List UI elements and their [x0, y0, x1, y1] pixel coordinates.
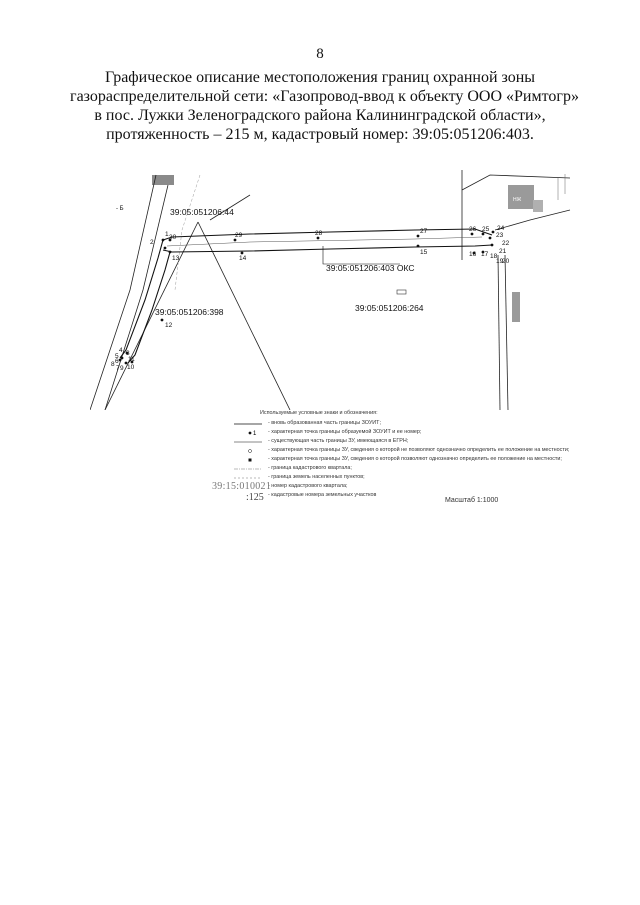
- legend-text: - характерная точка границы ЗУ, сведения о которой не позволяют однозначно определить ее положение на местности;: [268, 447, 570, 453]
- point-number: 11: [128, 356, 135, 363]
- point-number: 21: [499, 248, 507, 255]
- parcel-boundary: [495, 210, 570, 230]
- legend-text: - существующая часть границы ЗУ, имеющаяся в ЕГРН;: [268, 438, 409, 444]
- legend-row: [230, 420, 560, 428]
- quarter-boundary: [175, 175, 200, 290]
- point-number: 29: [235, 232, 243, 239]
- map-svg: [90, 170, 580, 410]
- building-mark: НЖ: [513, 197, 522, 203]
- legend-row: [230, 456, 560, 464]
- legend-symbol: [234, 447, 264, 455]
- legend-text: - характерная точка границы образуемой ЗОУИТ и ее номер;: [268, 429, 422, 435]
- legend-text: - характерная точка границы ЗУ, сведения о которой позволяют однозначно определить ее положение на местности;: [268, 456, 562, 462]
- point-number: 4: [119, 347, 123, 354]
- point-number: 5: [115, 353, 119, 360]
- parcel-boundary: [498, 255, 500, 410]
- point-number: 8: [111, 361, 115, 368]
- document-title: [70, 68, 579, 144]
- parcel-marker: [397, 290, 406, 294]
- legend-text: - граница земель населенных пунктов;: [268, 474, 365, 480]
- legend-parcel-sample: :125: [246, 492, 264, 503]
- point-number: 17: [481, 251, 489, 258]
- legend-text: - граница кадастрового квартала;: [268, 465, 352, 471]
- parcel-label-398: 39:05:051206:398: [155, 307, 224, 317]
- point-number-labels: [111, 225, 510, 372]
- point-number: 26: [469, 226, 477, 233]
- point-number: 20: [502, 258, 510, 265]
- legend-symbol: [234, 438, 264, 446]
- zone-boundary: [120, 240, 163, 358]
- point-number: 30: [169, 234, 177, 241]
- parcel-label-403: 39:05:051206:403 ОКС: [326, 263, 415, 273]
- point-number: 23: [496, 232, 504, 239]
- legend-symbol: [234, 420, 264, 428]
- point-number: 10: [127, 364, 135, 371]
- title-line-1: Графическое описание местоположения границ охранной зоны: [104, 69, 536, 86]
- legend-row: [230, 447, 570, 455]
- point-number: 12: [165, 322, 173, 329]
- point-number: 1: [165, 231, 169, 238]
- legend-text: - вновь образованная часть границы ЗОУИТ;: [268, 420, 381, 426]
- map-scale: Масштаб 1:1000: [445, 497, 499, 504]
- point-number: 3: [126, 350, 130, 357]
- title-line-3: в пос. Лужки Зеленоградского района Калининградской области»,: [94, 107, 546, 124]
- legend-header: Используемые условные знаки и обозначения:: [260, 410, 378, 416]
- point-number: 15: [420, 249, 428, 256]
- legend-text: - кадастровые номера земельных участков: [268, 492, 377, 498]
- legend-row: [230, 483, 560, 491]
- map-mark: - Б: [116, 206, 124, 212]
- point-number: 28: [315, 230, 323, 237]
- title-line-4: протяженность – 215 м, кадастровый номер: 39:05:051206:403.: [106, 126, 534, 143]
- legend-row: [230, 438, 560, 446]
- legend-row: [230, 492, 560, 500]
- parcel-boundary: [505, 255, 508, 410]
- legend-point-number: 1: [253, 431, 257, 437]
- legend-symbol: [234, 465, 264, 473]
- legend-row: [230, 429, 560, 437]
- legend-symbol: [234, 429, 264, 437]
- point-number: 19: [496, 258, 504, 265]
- legend-symbol: [234, 456, 264, 464]
- point-number: 18: [490, 253, 498, 260]
- point-number: 25: [482, 226, 490, 233]
- zone-boundary: [163, 245, 492, 252]
- legend-row: [230, 465, 560, 473]
- parcel-boundary: [105, 185, 168, 410]
- building-block: [512, 292, 520, 322]
- point-number: 2: [150, 239, 154, 246]
- point-number: 16: [469, 251, 477, 258]
- cadastral-map: [90, 170, 580, 410]
- parcel-label-44: 39:05:051206:44: [170, 207, 234, 217]
- point-number: 7: [116, 365, 120, 372]
- building-block: [533, 200, 543, 212]
- point-number: 6: [115, 358, 119, 365]
- point-number: 14: [239, 255, 247, 262]
- page-number: 8: [316, 46, 324, 62]
- legend-row: [230, 474, 560, 482]
- point-number: 13: [172, 255, 180, 262]
- point-number: 22: [502, 240, 510, 247]
- point-number: 27: [420, 228, 428, 235]
- point-number: 24: [497, 225, 505, 232]
- legend-quarter-sample: 39:15:010021: [212, 481, 272, 492]
- point-number: 9: [120, 365, 124, 372]
- pipeline-axis: [167, 237, 482, 246]
- title-line-2: газораспределительной сети: «Газопровод-ввод к объекту ООО «Римтогр»: [70, 88, 579, 105]
- parcel-label-264: 39:05:051206:264: [355, 303, 424, 313]
- legend-text: - номер кадастрового квартала;: [268, 483, 348, 489]
